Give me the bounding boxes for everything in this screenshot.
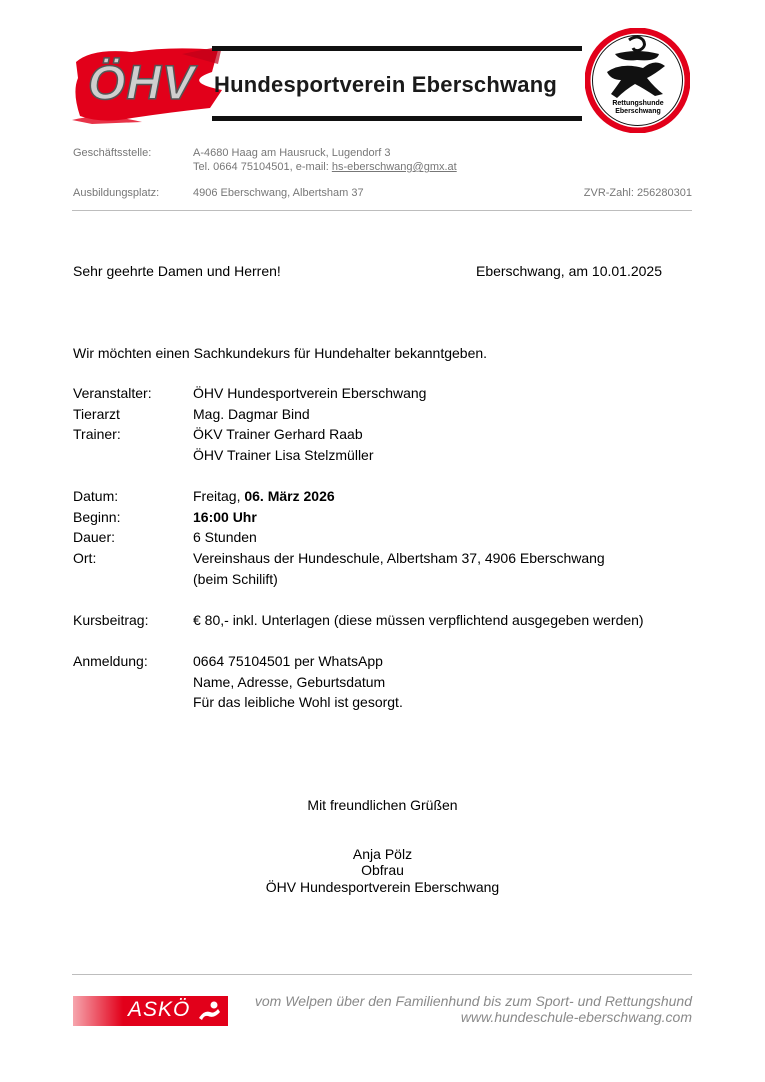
office-address: A-4680 Haag am Hausruck, Lugendorf 3 (193, 147, 391, 159)
footer-website[interactable]: www.hundeschule-eberschwang.com (460, 1009, 692, 1025)
start-label: Beginn: (73, 509, 121, 525)
registration-line-2: Name, Adresse, Geburtsdatum (193, 674, 386, 690)
header-bar-top (212, 46, 582, 51)
training-address: 4906 Eberschwang, Albertsham 37 (193, 187, 364, 199)
trainer-1: ÖKV Trainer Gerhard Raab (193, 426, 363, 442)
place-label: Ort: (73, 550, 97, 566)
badge-line-1: Rettungshunde (612, 100, 664, 107)
zvr-number: ZVR-Zahl: 256280301 (583, 187, 692, 199)
email-link[interactable]: hs-eberschwang@gmx.at (331, 161, 457, 173)
office-contact (193, 160, 457, 174)
fee-value: € 80,- inkl. Unterlagen (diese müssen verpflichtend ausgegeben werden) (193, 612, 644, 628)
signer-role: Obfrau (361, 862, 404, 878)
organizer-value: ÖHV Hundesportverein Eberschwang (193, 385, 427, 401)
date-label: Datum: (73, 488, 119, 504)
duration-label: Dauer: (73, 529, 116, 545)
regards: Mit freundlichen Grüßen (307, 797, 458, 813)
ohv-logo (72, 42, 222, 124)
signer-name: Anja Pölz (352, 846, 413, 862)
start-value: 16:00 Uhr (193, 509, 257, 525)
ohv-logo-text: ÖHV (88, 57, 196, 110)
vet-value: Mag. Dagmar Bind (193, 406, 310, 422)
letter-date: Eberschwang, am 10.01.2025 (475, 263, 662, 279)
intro-text: Wir möchten einen Sachkundekurs für Hundehalter bekanntgeben. (73, 345, 488, 361)
rescue-dog-badge-icon (585, 28, 690, 133)
trainer-label: Trainer: (73, 426, 121, 442)
place-value: Vereinshaus der Hundeschule, Albertsham 37, 4906 Eberschwang (193, 550, 605, 566)
asko-logo-text: ASKÖ (128, 998, 191, 1021)
registration-label: Anmeldung: (73, 653, 148, 669)
club-title: Hundesportverein Eberschwang (214, 72, 558, 97)
header-bar-bottom (212, 116, 582, 121)
info-divider (72, 210, 692, 211)
greeting: Sehr geehrte Damen und Herren! (73, 263, 281, 279)
date-weekday: Freitag, (193, 488, 245, 504)
fee-label: Kursbeitrag: (73, 612, 149, 628)
trainer-2: ÖHV Trainer Lisa Stelzmüller (193, 447, 374, 463)
training-label: Ausbildungsplatz: (73, 187, 160, 199)
asko-runner-icon (196, 1000, 222, 1022)
signer-org: ÖHV Hundesportverein Eberschwang (265, 879, 500, 895)
date-day: 06. März 2026 (244, 488, 335, 504)
place-note: (beim Schilift) (193, 571, 278, 587)
footer-slogan: vom Welpen über den Familienhund bis zum Sport- und Rettungshund (254, 993, 692, 1009)
vet-label: Tierarzt (73, 406, 120, 422)
office-contact-prefix: Tel. 0664 75104501, e-mail: (193, 161, 332, 173)
badge-label (598, 100, 678, 116)
organizer-label: Veranstalter: (73, 385, 152, 401)
date-value (193, 488, 335, 504)
asko-logo-fade (73, 996, 123, 1026)
registration-line-3: Für das leibliche Wohl ist gesorgt. (193, 694, 403, 710)
duration-value: 6 Stunden (193, 529, 257, 545)
badge-line-2: Eberschwang (615, 108, 661, 115)
footer-divider (72, 974, 692, 975)
registration-line-1: 0664 75104501 per WhatsApp (193, 653, 383, 669)
office-label: Geschäftsstelle: (73, 147, 152, 159)
